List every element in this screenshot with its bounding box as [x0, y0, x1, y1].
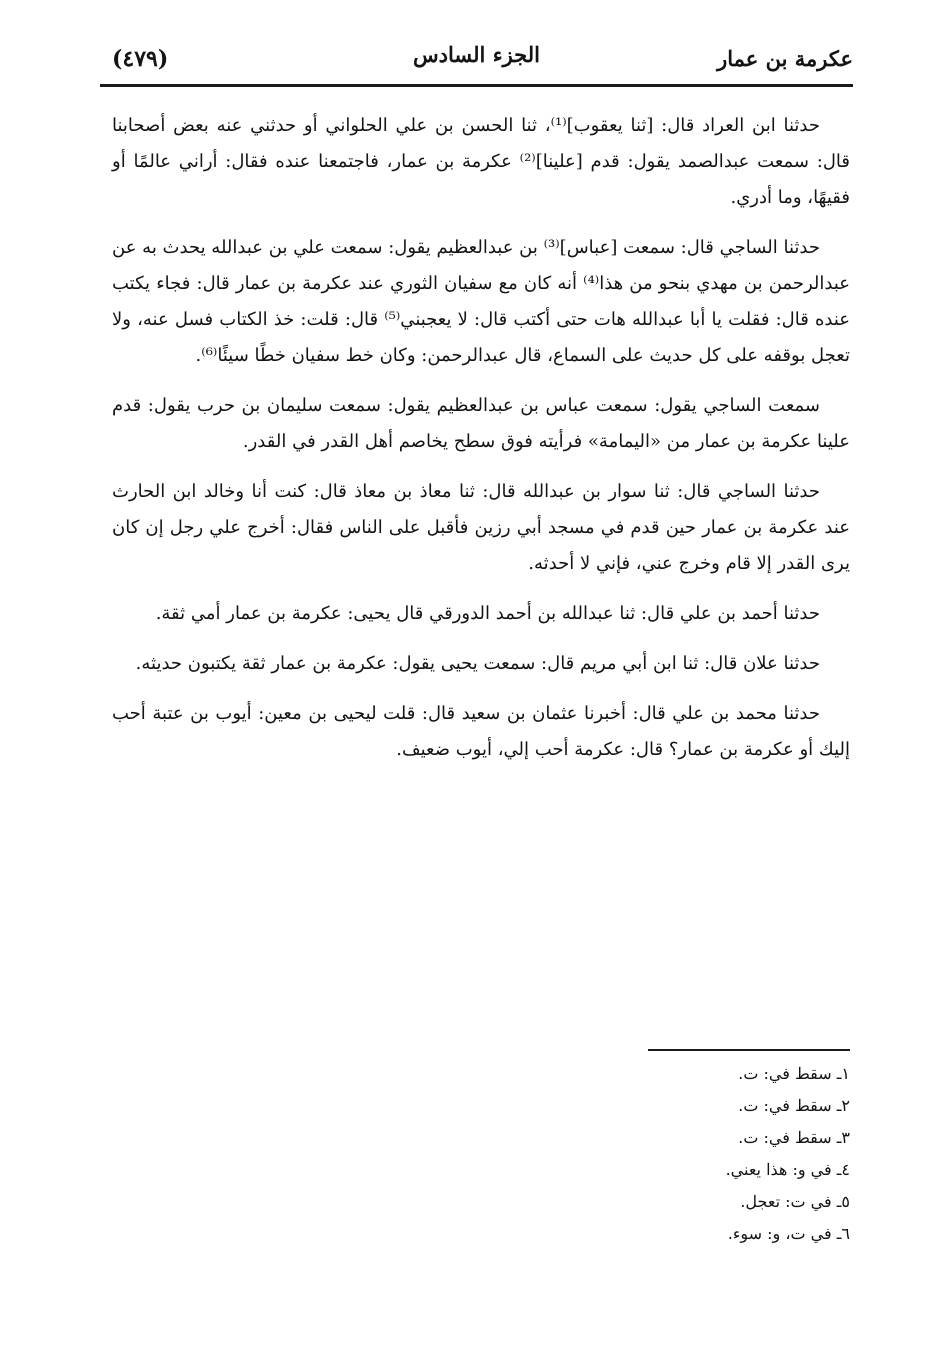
page-number: (٤٧٩) — [112, 46, 169, 72]
paragraph: سمعت الساجي يقول: سمعت عباس بن عبدالعظيم يقول: سمعت سليمان بن حرب يقول: قدم علينا عكرمة بن عمار من «اليمامة» فرأيته فوق سطح يخاصم أهل القدر في القدر. — [112, 395, 850, 452]
header-rule — [100, 84, 853, 87]
footnote-rule — [648, 1049, 850, 1051]
paragraph: حدثنا أحمد بن علي قال: ثنا عبدالله بن أحمد الدورقي قال يحيى: عكرمة بن عمار أمي ثقة. — [155, 603, 820, 624]
paragraph: حدثنا محمد بن علي قال: أخبرنا عثمان بن سعيد قال: قلت ليحيى بن معين: أيوب بن عتبة أحب إليك أو عكرمة بن عمار؟ قال: عكرمة أحب إلي، أيوب ضعيف. — [112, 703, 850, 760]
footnote: ٤ـ في و: هذا يعني. — [725, 1160, 850, 1179]
running-title: عكرمة بن عمار — [717, 46, 853, 71]
main-text — [112, 108, 850, 782]
footnote: ٣ـ سقط في: ت. — [738, 1128, 850, 1147]
part-label: الجزء السادس — [413, 42, 540, 67]
footnote: ٦ـ في ت، و: سوء. — [727, 1224, 850, 1243]
paragraph: حدثنا الساجي قال: ثنا سوار بن عبدالله قال: ثنا معاذ بن معاذ قال: كنت أنا وخالد ابن الحارث عند عكرمة بن عمار حين قدم في مسجد أبي رزين فأقبل على الناس فقال: أخرج علي رجل إن كان يرى القدر إلا قام وخرج عني، فإني لا أحدثه. — [112, 481, 850, 574]
page-header — [100, 40, 853, 88]
paragraph: حدثنا الساجي قال: سمعت [عباس]⁽³⁾ بن عبدالعظيم يقول: سمعت علي بن عبدالله يحدث به عن عبدالرحمن بن مهدي بنحو من هذا⁽⁴⁾ أنه كان مع سفيان الثوري عند عكرمة بن عمار قال: فجاء يكتب عنده قال: فقلت يا أبا عبدالله هات حتى أكتب قال: لا يعجبني⁽⁵⁾ قال: قلت: خذ الكتاب فسل عنه، ولا تعجل بوقفه على كل حديث على السماع، قال عبدالرحمن: وكان خط سفيان خطًا سيئًا⁽⁶⁾. — [112, 237, 850, 366]
footnotes — [450, 1058, 850, 1250]
footnote: ١ـ سقط في: ت. — [738, 1064, 850, 1083]
paragraph: حدثنا ابن العراد قال: [ثنا يعقوب]⁽¹⁾، ثنا الحسن بن علي الحلواني أو حدثني عنه بعض أصحابنا قال: سمعت عبدالصمد يقول: قدم [علينا]⁽²⁾ عكرمة بن عمار، فاجتمعنا عنده فقال: أراني عالمًا أو فقيهًا، وما أدري. — [112, 115, 850, 208]
footnote: ٥ـ في ت: تعجل. — [740, 1192, 850, 1211]
paragraph: حدثنا علان قال: ثنا ابن أبي مريم قال: سمعت يحيى يقول: عكرمة بن عمار ثقة يكتبون حديثه. — [135, 653, 820, 674]
footnote: ٢ـ سقط في: ت. — [738, 1096, 850, 1115]
